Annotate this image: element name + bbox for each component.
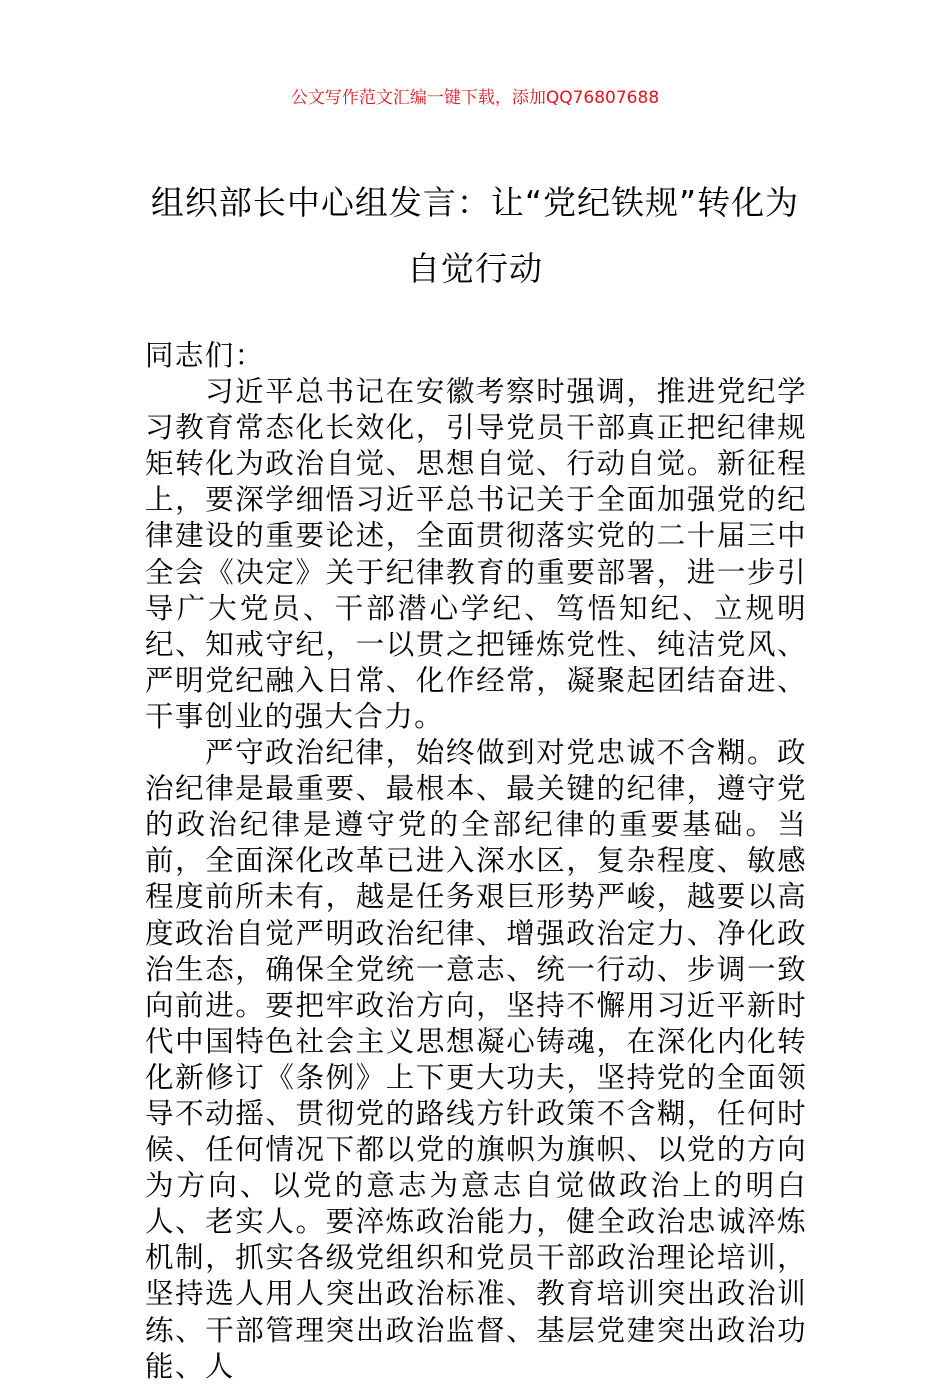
salutation: 同志们： <box>145 339 265 372</box>
document-body <box>145 338 807 1385</box>
download-banner: 公文写作范文汇编一键下载，添加QQ76807688 <box>290 88 660 108</box>
paragraph-2: 严守政治纪律，始终做到对党忠诚不含糊。政治纪律是最重要、最根本、最关键的纪律，遵守党的政治纪律是遵守党的全部纪律的重要基础。当前，全面深化改革已进入深水区，复杂程度、敏感程度前所未有，越是任务艰巨形势严峻，越要以高度政治自觉严明政治纪律、增强政治定力、净化政治生态，确保全党统一意志、统一行动、步调一致向前进。要把牢政治方向，坚持不懈用习近平新时代中国特色社会主义思想凝心铸魂，在深化内化转化新修订《条例》上下更大功夫，坚持党的全面领导不动摇、贯彻党的路线方针政策不含糊，任何时候、任何情况下都以党的旗帜为旗帜、以党的方向为方向、以党的意志为意志自觉做政治上的明白人、老实人。要淬炼政治能力，健全政治忠诚淬炼机制，抓实各级党组织和党员干部政治理论培训，坚持选人用人突出政治标准、教育培训突出政治训练、干部管理突出政治监督、基层党建突出政治功能、人 <box>145 736 807 1383</box>
document-title: 组织部长中心组发言：让“党纪铁规”转化为自觉行动 <box>150 183 800 288</box>
paragraph-1: 习近平总书记在安徽考察时强调，推进党纪学习教育常态化长效化，引导党员干部真正把纪律规矩转化为政治自觉、思想自觉、行动自觉。新征程上，要深学细悟习近平总书记关于全面加强党的纪律建设的重要论述，全面贯彻落实党的二十届三中全会《决定》关于纪律教育的重要部署，进一步引导广大党员、干部潜心学纪、笃悟知纪、立规明纪、知戒守纪，一以贯之把锤炼党性、纯洁党风、严明党纪融入日常、化作经常，凝聚起团结奋进、干事创业的强大合力。 <box>145 375 807 733</box>
